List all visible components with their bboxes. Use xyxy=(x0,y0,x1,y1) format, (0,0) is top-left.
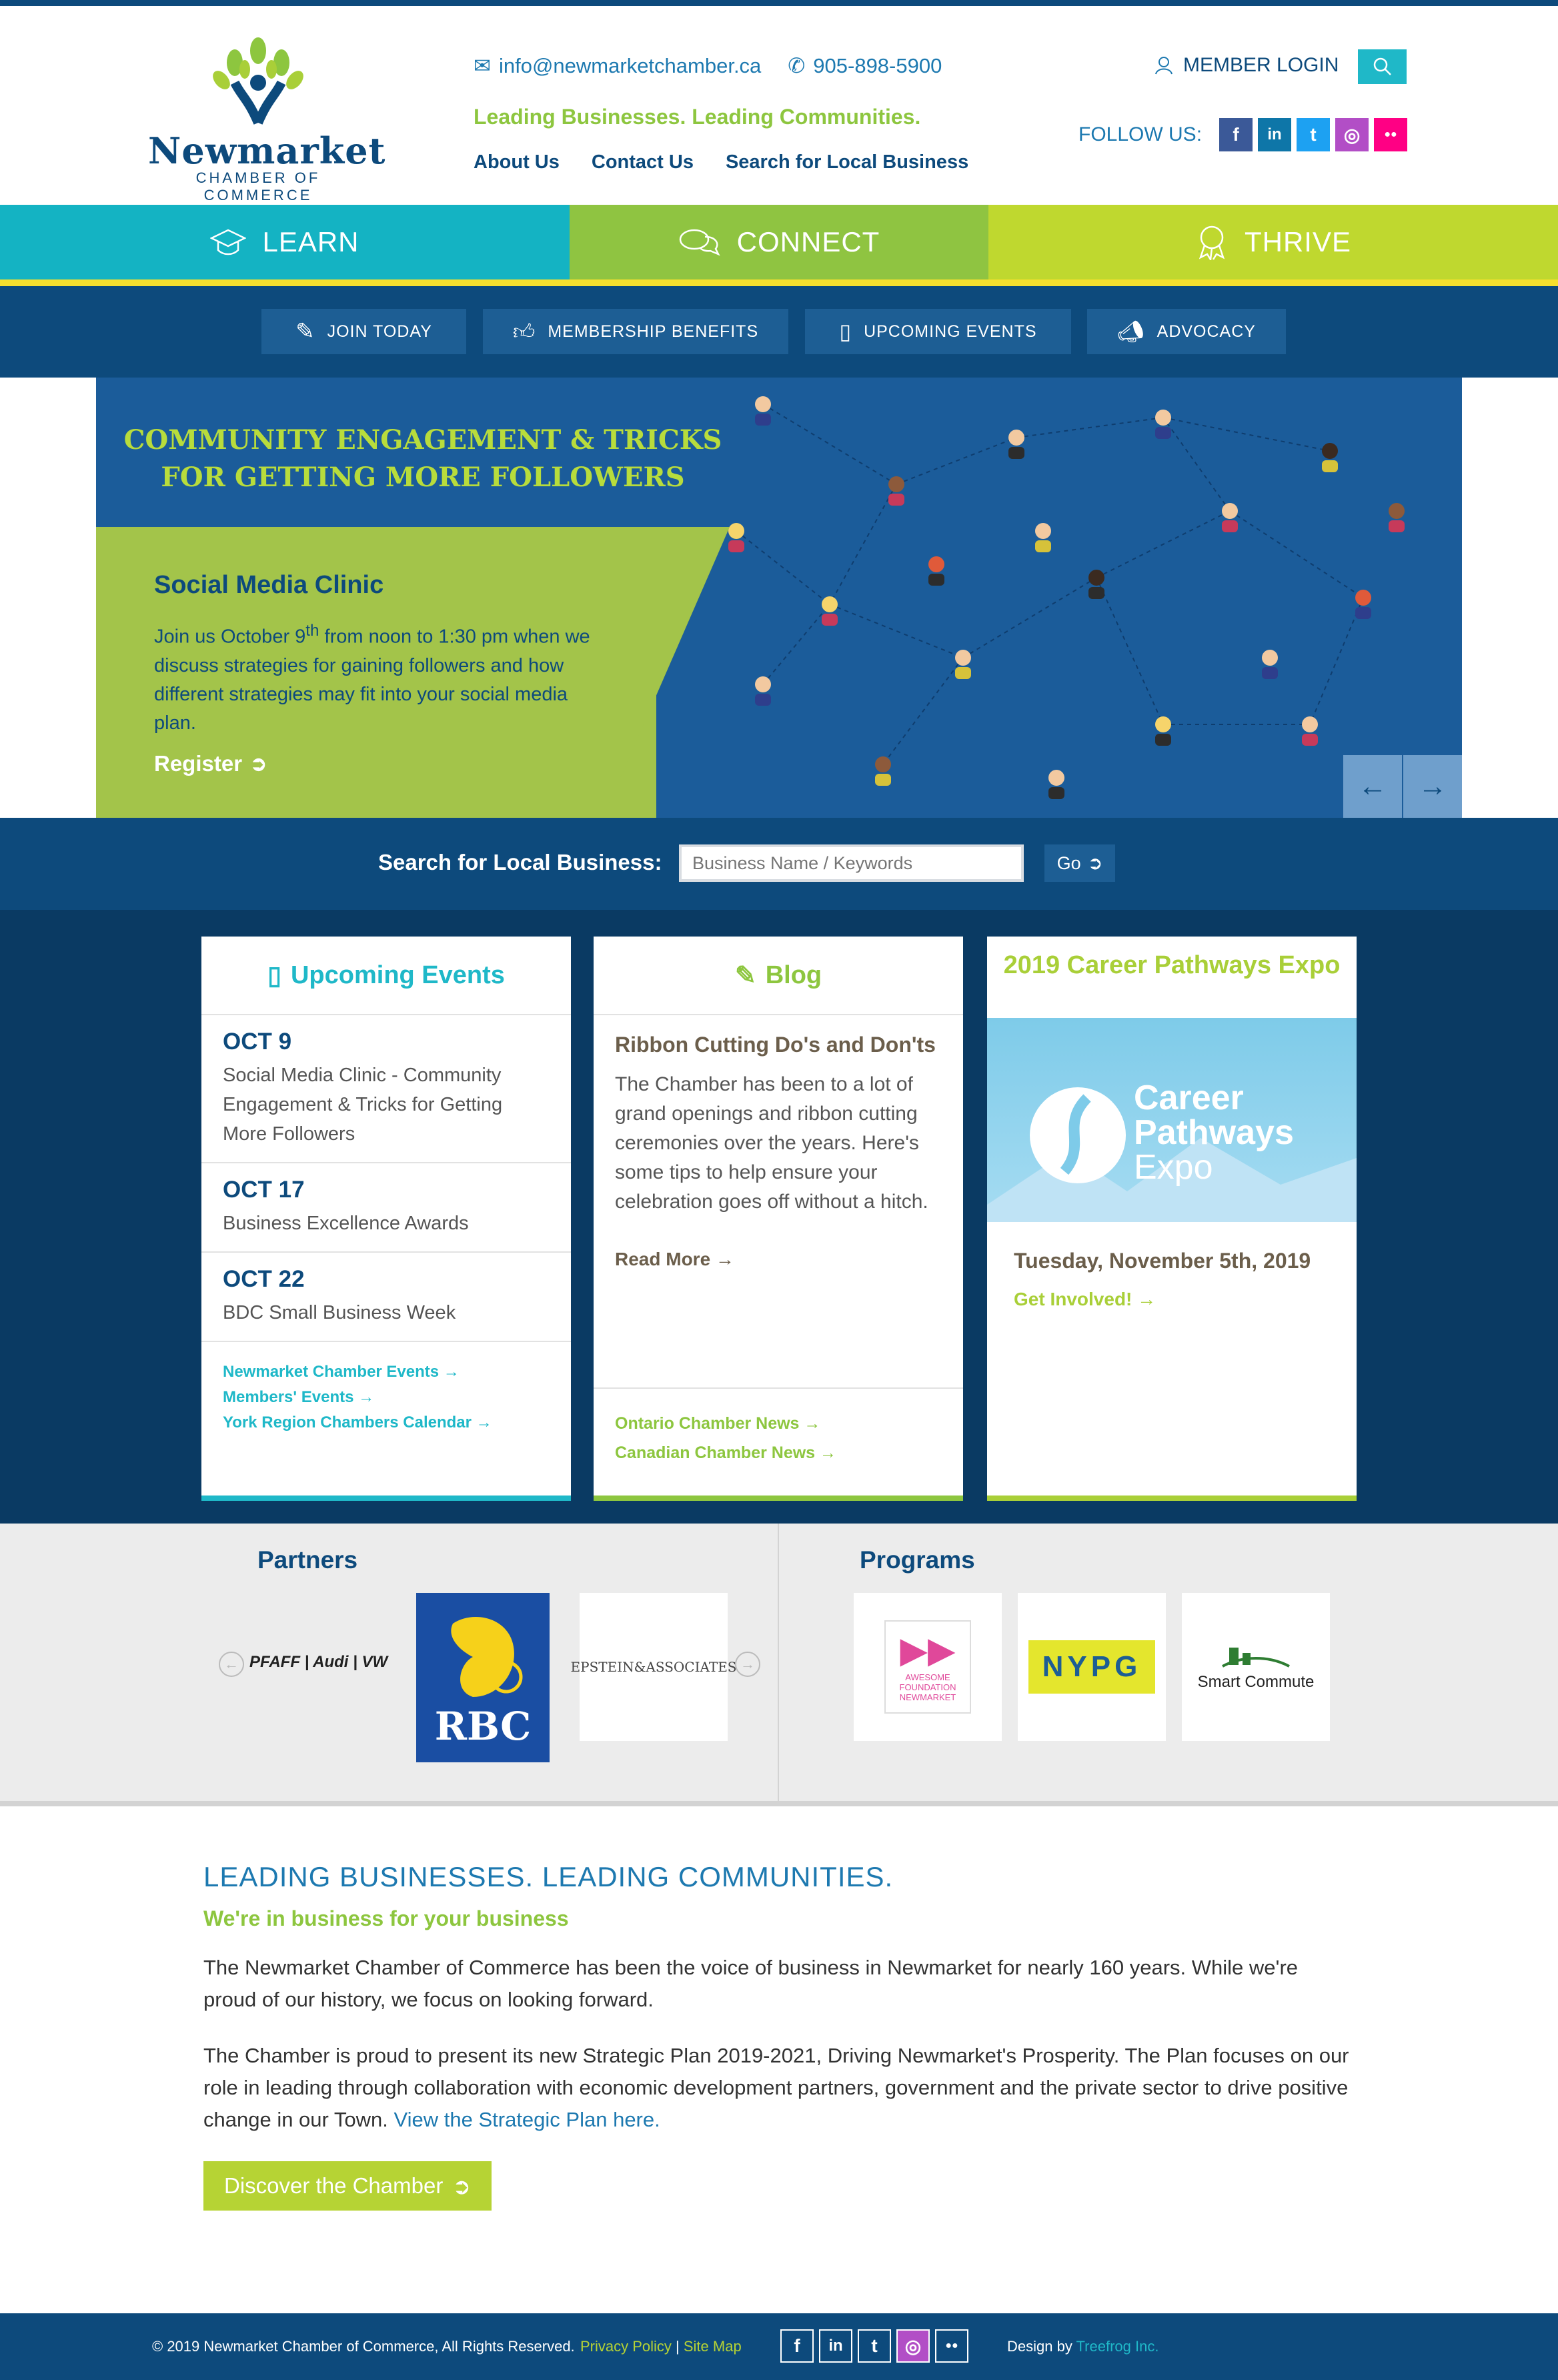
contact-us-link[interactable]: Contact Us xyxy=(591,151,694,173)
ontario-chamber-news-link[interactable]: Ontario Chamber News → xyxy=(615,1414,821,1433)
nav-underline xyxy=(0,279,1558,286)
hero-heading: Social Media Clinic xyxy=(154,571,384,599)
rosette-icon xyxy=(1195,224,1229,260)
twitter-icon[interactable]: t xyxy=(858,2329,891,2363)
header-tagline: Leading Businesses. Leading Communities. xyxy=(474,105,921,129)
join-today-button[interactable]: ✎ JOIN TODAY xyxy=(261,309,466,354)
intro-paragraph-2: The Chamber is proud to present its new Strategic Plan 2019-2021, Driving Newmarket's Prosperity. The Plan focuses on our role in leading through collaboration with economic development partners, government and the private sector to drive positive change in our Town. View the Strategic Plan here. xyxy=(203,2044,1349,2131)
event-item[interactable]: OCT 22 BDC Small Business Week xyxy=(201,1253,571,1342)
designer-link[interactable]: Treefrog Inc. xyxy=(1076,2338,1159,2355)
card-accent-bar xyxy=(201,1496,571,1501)
strategic-plan-link[interactable]: View the Strategic Plan here. xyxy=(394,2108,660,2131)
upcoming-events-card xyxy=(201,937,571,1501)
program-logo-awesome-foundation[interactable]: ▶▶ AWESOME FOUNDATION NEWMARKET xyxy=(854,1593,1002,1741)
business-search-input[interactable] xyxy=(679,844,1024,882)
sub-nav xyxy=(0,286,1558,378)
footer-social-icons xyxy=(780,2329,968,2363)
expo-banner-text: Career Pathways Expo xyxy=(1134,1079,1294,1187)
blog-heading: ✎ Blog xyxy=(594,937,963,1015)
envelope-icon: ✉ xyxy=(474,54,491,77)
card-accent-bar xyxy=(987,1496,1357,1501)
york-region-calendar-link[interactable]: York Region Chambers Calendar → xyxy=(223,1413,492,1431)
graduation-cap-icon xyxy=(210,227,246,257)
hero-panel-slant xyxy=(603,527,730,818)
instagram-icon[interactable]: ◎ xyxy=(896,2329,930,2363)
pencil-icon: ✎ xyxy=(734,961,756,990)
partner-logo-rbc[interactable]: RBC xyxy=(416,1593,550,1762)
read-more-link[interactable]: Read More → xyxy=(615,1249,734,1269)
career-expo-heading: 2019 Career Pathways Expo xyxy=(1003,951,1341,979)
chat-bubbles-icon xyxy=(678,227,721,257)
user-icon xyxy=(1154,55,1174,75)
advocacy-button[interactable]: 📣︎ ADVOCACY xyxy=(1087,309,1286,354)
partner-logo-epstein[interactable]: EPSTEIN&ASSOCIATES xyxy=(580,1593,728,1741)
flickr-icon[interactable]: ●● xyxy=(1374,118,1407,151)
megaphone-icon: 📣︎ xyxy=(1117,320,1145,344)
card-accent-bar xyxy=(594,1496,963,1501)
header-search-button[interactable] xyxy=(1358,49,1407,84)
feature-cards xyxy=(0,910,1558,1524)
footer-links: Privacy Policy | Site Map xyxy=(580,2338,742,2355)
contact-row xyxy=(474,54,942,78)
circle-arrow-icon: ➲ xyxy=(1087,852,1103,873)
nav-thrive[interactable]: THRIVE xyxy=(988,205,1558,279)
flickr-icon[interactable]: ●● xyxy=(935,2329,968,2363)
blog-post-title[interactable]: Ribbon Cutting Do's and Don'ts xyxy=(615,1033,936,1057)
facebook-icon[interactable]: f xyxy=(1219,118,1253,151)
hero-description: Join us October 9th from noon to 1:30 pm when we discuss strategies for gaining followers and how different strategies may fit into your social media plan. xyxy=(154,622,590,734)
program-logo-nypg[interactable]: NYPG xyxy=(1018,1593,1166,1741)
get-involved-link[interactable]: Get Involved! → xyxy=(1014,1289,1156,1309)
search-local-business-link[interactable]: Search for Local Business xyxy=(725,151,969,173)
chevron-left-icon: ← xyxy=(224,1656,239,1672)
edit-icon: ✎ xyxy=(295,319,315,344)
privacy-policy-link[interactable]: Privacy Policy xyxy=(580,2338,672,2355)
hero-banner-title: COMMUNITY ENGAGEMENT & TRICKS FOR GETTING MORE FOLLOWERS xyxy=(123,424,722,493)
partners-programs-section xyxy=(0,1524,1558,1801)
hero-slider xyxy=(96,378,1462,818)
follow-us: FOLLOW US: f in t ◎ ●● xyxy=(1078,118,1407,151)
canadian-chamber-news-link[interactable]: Canadian Chamber News → xyxy=(615,1443,837,1462)
business-search-bar xyxy=(0,818,1558,910)
intro-heading: LEADING BUSINESSES. LEADING COMMUNITIES. xyxy=(203,1861,894,1892)
nav-connect[interactable]: CONNECT xyxy=(570,205,988,279)
member-login-link[interactable]: MEMBER LOGIN xyxy=(1154,54,1339,77)
section-bottom-border xyxy=(0,1801,1558,1806)
business-search-label: Search for Local Business: xyxy=(378,850,662,874)
search-icon xyxy=(1373,57,1393,77)
partners-prev-button[interactable] xyxy=(219,1652,244,1677)
register-link[interactable]: Register ➲ xyxy=(154,751,267,776)
members-events-link[interactable]: Members' Events → xyxy=(223,1388,375,1406)
slider-prev-button[interactable] xyxy=(1343,755,1402,818)
membership-benefits-button[interactable]: 👍︎ MEMBERSHIP BENEFITS xyxy=(483,309,788,354)
site-footer xyxy=(0,2313,1558,2380)
chevron-right-icon: → xyxy=(740,1656,755,1672)
intro-paragraph-1: The Newmarket Chamber of Commerce has been the voice of business in Newmarket for nearly 160 years. While we're proud of our history, we focus on looking forward. xyxy=(203,1956,1299,2011)
arrow-left-icon: ← xyxy=(1358,770,1387,802)
phone-icon: ✆ xyxy=(788,54,806,77)
design-credit: Design by Treefrog Inc. xyxy=(1007,2338,1159,2355)
linkedin-icon[interactable]: in xyxy=(819,2329,852,2363)
calendar-icon: ▯ xyxy=(839,320,852,344)
newmarket-chamber-events-link[interactable]: Newmarket Chamber Events → xyxy=(223,1363,460,1381)
career-expo-date: Tuesday, November 5th, 2019 xyxy=(1014,1249,1311,1273)
event-links xyxy=(201,1342,571,1453)
blog-card xyxy=(594,937,963,1501)
facebook-icon[interactable]: f xyxy=(780,2329,814,2363)
partners-heading: Partners xyxy=(257,1546,358,1574)
circle-arrow-icon: ➲ xyxy=(250,752,267,775)
logo-name: Newmarket xyxy=(148,129,386,172)
event-item[interactable]: OCT 17 Business Excellence Awards xyxy=(201,1163,571,1253)
email-link[interactable]: ✉ info@newmarketchamber.ca xyxy=(474,54,762,77)
play-arrows-icon: ▶▶ xyxy=(900,1630,956,1670)
partner-logo-pfaff[interactable]: PFAFF | Audi | VW xyxy=(249,1653,388,1671)
linkedin-icon[interactable]: in xyxy=(1258,118,1291,151)
site-logo[interactable] xyxy=(148,36,386,203)
phone-link[interactable]: ✆ 905-898-5900 xyxy=(788,54,942,77)
twitter-icon[interactable]: t xyxy=(1297,118,1330,151)
calendar-icon: ▯ xyxy=(267,961,281,990)
intro-subheading: We're in business for your business xyxy=(203,1906,569,1930)
slider-next-button[interactable] xyxy=(1403,755,1462,818)
site-header xyxy=(0,6,1558,205)
blog-post-excerpt: The Chamber has been to a lot of grand openings and ribbon cutting ceremonies over the years. Here's some tips to help ensure your celebration goes off without a hitch. xyxy=(615,1073,928,1213)
lion-shield-icon xyxy=(433,1610,533,1704)
about-us-link[interactable]: About Us xyxy=(474,151,560,173)
circle-arrow-icon: ➲ xyxy=(452,2173,471,2199)
discover-chamber-button[interactable]: Discover the Chamber ➲ xyxy=(203,2161,492,2211)
main-nav xyxy=(0,205,1558,279)
upcoming-events-heading: ▯ Upcoming Events xyxy=(201,937,571,1015)
city-skyline-icon xyxy=(1216,1642,1296,1669)
copyright: © 2019 Newmarket Chamber of Commerce, All Rights Reserved. xyxy=(152,2338,575,2355)
business-search-go-button[interactable]: Go ➲ xyxy=(1044,844,1115,882)
header-links xyxy=(474,151,968,173)
career-expo-banner[interactable] xyxy=(987,1018,1357,1222)
upcoming-events-button[interactable]: ▯ UPCOMING EVENTS xyxy=(805,309,1071,354)
site-map-link[interactable]: Site Map xyxy=(683,2338,742,2355)
event-item[interactable]: OCT 9 Social Media Clinic - Community Engagement & Tricks for Getting More Followers xyxy=(201,1015,571,1163)
header-social-icons xyxy=(1219,118,1407,151)
blog-links xyxy=(594,1387,963,1488)
instagram-icon[interactable]: ◎ xyxy=(1335,118,1369,151)
career-expo-card xyxy=(987,937,1357,1501)
tree-logo-icon xyxy=(148,36,368,129)
partners-next-button[interactable] xyxy=(735,1652,760,1677)
nav-learn[interactable]: LEARN xyxy=(0,205,570,279)
programs-heading: Programs xyxy=(860,1546,975,1574)
section-divider xyxy=(778,1524,779,1801)
logo-subtitle: CHAMBER OF COMMERCE xyxy=(195,169,321,203)
thumbs-up-icon: 👍︎ xyxy=(512,319,536,344)
arrow-right-icon: → xyxy=(1418,770,1447,802)
top-stripe xyxy=(0,0,1558,6)
program-logo-smart-commute[interactable]: Smart Commute xyxy=(1182,1593,1330,1741)
